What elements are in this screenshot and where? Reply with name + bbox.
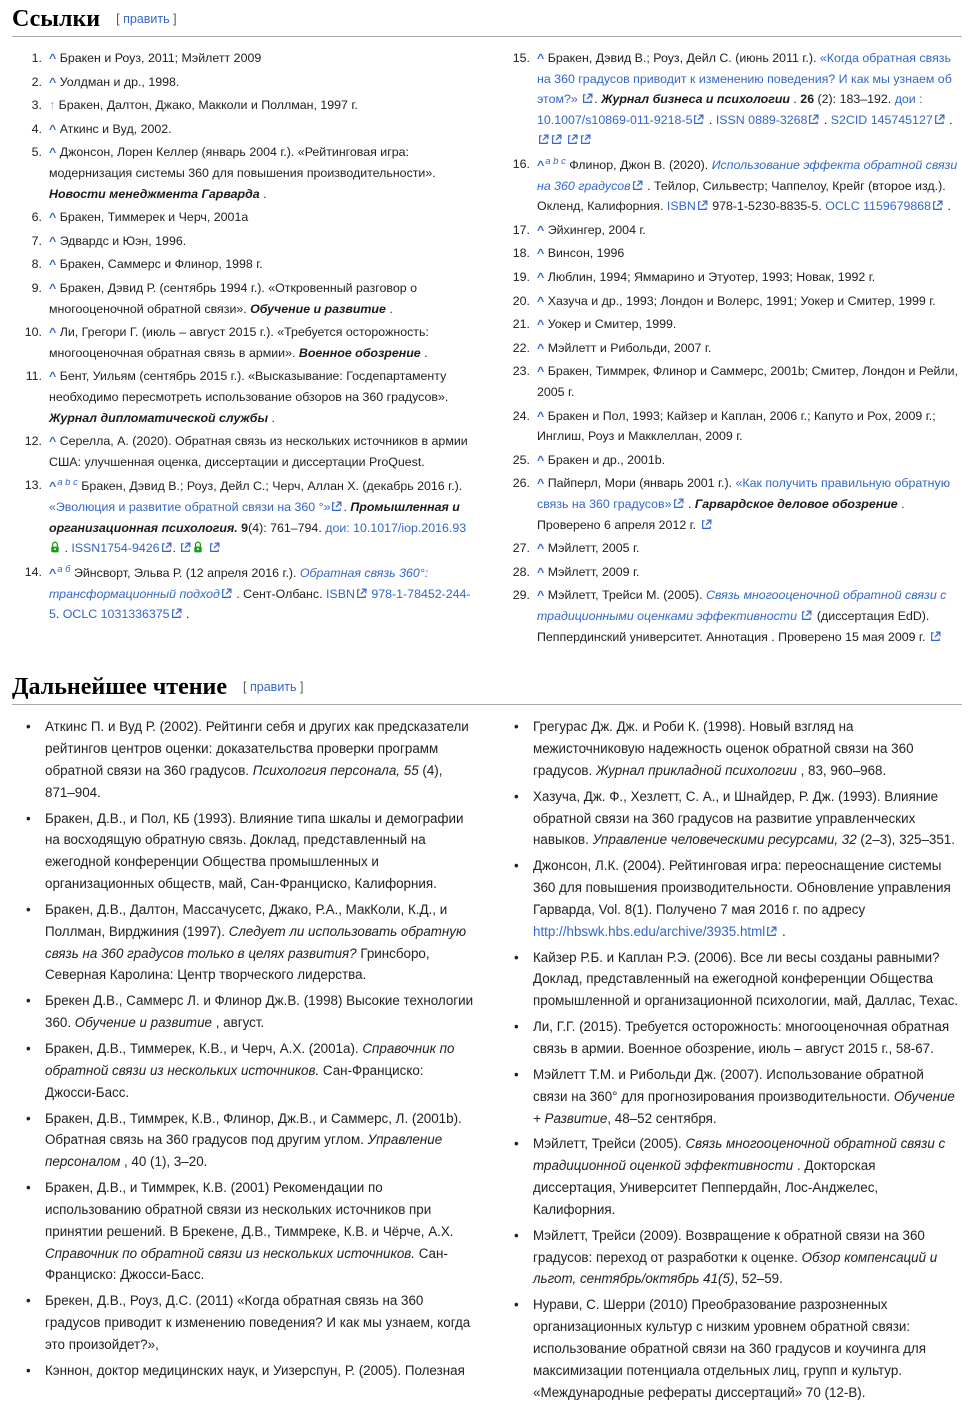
reference-link[interactable]: OCLC 1031336375	[62, 607, 170, 622]
citation-text: Кайзер Р.Б. и Каплан Р.Э. (2006). Все ли весы созданы равными? Доклад, представленный на ежегодной конференции Общества промышленной и организационной психологии, май, Даллас, Техас.	[533, 949, 959, 1009]
further-reading-section	[12, 674, 962, 1407]
bullet-marker: •	[514, 719, 519, 735]
reference-link-italic[interactable]: Связь многооценочной обратной связи с традиционными оценками эффективности	[537, 588, 947, 623]
citation-text: ^ Мэйлетт, 2005 г.	[537, 541, 640, 556]
reference-item	[500, 473, 962, 535]
external-link-icon[interactable]	[179, 542, 192, 553]
backlink-caret-link[interactable]: ^	[49, 565, 57, 580]
bullet-marker: •	[514, 1019, 519, 1035]
citation-text: ^ Бракен, Тиммерек и Черч, 2001a	[49, 210, 249, 225]
reference-number: 14.	[24, 564, 42, 579]
citation-text: Кэннон, доктор медицинских наук, и Уизерспун, Р. (2005). Полезная	[45, 1362, 465, 1378]
open-access-lock-icon[interactable]	[192, 541, 204, 554]
citation-text: Бракен, Д.В., и Тиммрек, К.В. (2001) Рекомендации по использованию обратной связи из нескольких источников при принятии решений. В Брекене, Д.В., Тиммреке, К.В. и Чёрче, А.Х. Справочник по обратной связи из нескольких источников. Сан-Франциско: Джосси-Басс.	[45, 1180, 454, 1283]
reference-number: 1.	[31, 51, 42, 65]
further-reading-item	[12, 899, 474, 986]
references-heading	[12, 6, 962, 37]
reference-item	[12, 366, 474, 428]
citation-text: Мэйлетт, Трейси (2009). Возвращение к обратной связи на 360 градусов: переход от разработки к оценке. Обзор компенсаций и льгот, сентябрь/октябрь 41(5), 52–59.	[533, 1227, 938, 1287]
reference-item	[12, 431, 474, 472]
citation-text: Хазуча, Дж. Ф., Хезлетт, С. А., и Шнайдер, Р. Дж. (1993). Влияние обратной связи на 360 градусов на развитие управленческих навыков. Управление человеческими ресурсами, 32 (2–3), 325–351.	[533, 788, 955, 848]
reference-item	[500, 538, 962, 559]
external-link-icon[interactable]	[933, 114, 946, 125]
reference-number: 23.	[512, 364, 530, 379]
reference-item	[500, 220, 962, 241]
citation-text: ^ Бракен и Роуз, 2011; Мэйлетт 2009	[49, 51, 262, 65]
backlink-caret-link[interactable]: ^	[537, 317, 545, 332]
reference-number: 29.	[512, 588, 530, 603]
further-reading-item	[12, 1108, 474, 1174]
reference-link[interactable]: http://hbswk.hbs.edu/archive/3935.html	[533, 923, 766, 939]
backlink-caret-link[interactable]: ^	[537, 564, 545, 579]
references-column-left	[12, 48, 474, 650]
reference-item	[12, 231, 474, 252]
reference-item	[12, 254, 474, 275]
external-link-icon[interactable]	[631, 180, 644, 191]
external-link-icon[interactable]	[929, 631, 942, 642]
reference-number: 13.	[24, 478, 42, 493]
external-link-icon[interactable]	[765, 926, 778, 937]
reference-number: 22.	[512, 340, 530, 355]
further-reading-item	[12, 1038, 474, 1104]
reference-number: 18.	[512, 246, 530, 261]
citation-text: ^$^{a b c}$ Флинор, Джон В. (2020). Использование эффекта обратной связи на 360 градусов . Тейлор, Сильвестр; Чаппелоу, Крейг (второе изд.). Окленд, Калифорния. ISBN 978-1-5230-8835-5. OCLC 1159679868 .	[537, 155, 958, 214]
citation-text: ^ Мэйлетт и Рибольди, 2007 г.	[537, 340, 712, 355]
backlink-caret-link[interactable]: ^	[49, 280, 57, 295]
reference-number: 17.	[512, 222, 530, 237]
citation-text: ^ Бракен, Саммерс и Флинор, 1998 г.	[49, 257, 263, 272]
references-section	[12, 6, 962, 650]
further-reading-column-left	[12, 716, 474, 1407]
citation-text: ^ Люблин, 1994; Яммарино и Этуотер, 1993; Новак, 1992 г.	[537, 270, 876, 285]
external-link-icon[interactable]	[330, 501, 343, 512]
further-reading-column-right	[500, 716, 962, 1407]
bullet-marker: •	[514, 1066, 519, 1082]
backlink-caret-link[interactable]: ^	[537, 293, 545, 308]
external-link-icon[interactable]	[807, 114, 820, 125]
reference-item	[500, 406, 962, 447]
reference-item	[500, 585, 962, 647]
bullet-marker: •	[514, 1297, 519, 1313]
backlink-caret-link[interactable]: ^	[49, 325, 57, 340]
external-link-icon[interactable]	[550, 134, 563, 145]
reference-number: 9.	[31, 280, 42, 295]
further-reading-item	[12, 1177, 474, 1286]
reference-number: 28.	[512, 564, 530, 579]
external-link-icon[interactable]	[537, 134, 550, 145]
citation-text: ^ Аткинс и Вуд, 2002.	[49, 121, 172, 136]
external-link-icon[interactable]	[672, 498, 685, 509]
further-reading-item	[12, 990, 474, 1034]
citation-text: ^ Бракен, Дэвид Р. (сентябрь 1994 г.). «Откровенный разговор о многооценочной обратной связи». Обучение и развитие .	[49, 280, 417, 316]
external-link-icon[interactable]	[355, 588, 368, 599]
reference-number: 27.	[512, 541, 530, 556]
further-reading-item	[500, 1016, 962, 1060]
citation-text: ^ Ли, Грегори Г. (июль – август 2015 г.). «Требуется осторожность: многооценочная обратная связь в армии». Военное обозрение .	[49, 325, 429, 360]
reference-link[interactable]: «Эволюция и развитие обратной связи на 360 °»	[49, 500, 331, 514]
reference-link[interactable]: «Как получить правильную обратную связь на 360 градусов»	[537, 476, 950, 511]
external-link-icon[interactable]	[220, 588, 233, 599]
backlink-caret-link[interactable]: ^	[537, 222, 545, 237]
citation-text: Мэйлетт, Трейси (2005). Связь многооценочной обратной связи с традиционной оценкой эффективности . Докторская диссертация, Университет Пеппердайн, Лос-Анджелес, Калифорния.	[533, 1136, 946, 1217]
citation-text: ^ Бракен и др., 2001b.	[537, 452, 666, 467]
reference-item	[12, 322, 474, 363]
further-reading-item	[500, 1064, 962, 1130]
reference-number: 12.	[24, 434, 42, 449]
references-list	[12, 48, 962, 650]
further-reading-item	[500, 786, 962, 852]
backlink-caret-link[interactable]: ^	[49, 257, 57, 272]
backlink-caret-link[interactable]: ^	[49, 51, 57, 65]
citation-text: ^ Эдвардс и Юэн, 1996.	[49, 233, 187, 248]
citation-text: ^ Бракен, Тиммрек, Флинор и Саммерс, 2001b; Смитер, Лондон и Рейли, 2005 г.	[537, 364, 959, 400]
backlink-caret-link[interactable]: ^	[49, 479, 57, 494]
citation-text: ^ Хазуча и др., 1993; Лондон и Волерс, 1991; Уокер и Смитер, 1999 г.	[537, 293, 936, 308]
backlink-caret-link[interactable]: ^	[49, 369, 57, 384]
backlink-caret-link[interactable]: ^	[49, 434, 57, 449]
backlink-caret-link[interactable]: ^	[537, 408, 545, 423]
further-reading-list	[12, 716, 962, 1407]
reference-number: 21.	[512, 317, 530, 332]
citation-text: ^ Пайперл, Мори (январь 2001 г.). «Как получить правильную обратную связь на 360 градусов» . Гарвардское деловое обозрение . Проверено 6 апреля 2012 г.	[537, 476, 950, 532]
reference-number: 24.	[512, 408, 530, 423]
reference-item	[500, 314, 962, 335]
reference-item	[12, 48, 474, 69]
external-link-icon[interactable]	[931, 200, 944, 211]
citation-text: Бракен, Д.В., Далтон, Массачусетс, Джако, Р.А., МакКоли, К.Д., и Поллман, Вирджиния (1997). Следует ли использовать обратную связь на 360 градусов только в целях развития? Гринсборо, Северная Каролина: Центр творческого лидерства.	[45, 901, 467, 983]
bullet-marker: •	[26, 1362, 31, 1378]
citation-text: ^ Эйхингер, 2004 г.	[537, 222, 646, 237]
citation-text: ^ Уолдман и др., 1998.	[49, 74, 180, 89]
further-reading-item	[12, 716, 474, 803]
reference-link[interactable]: ISBN	[325, 586, 355, 601]
backlink-caret-link[interactable]: ^	[537, 340, 545, 355]
edit-link[interactable]: править	[250, 680, 297, 695]
backlink-caret-link[interactable]: ^	[537, 51, 545, 65]
citation-text: ^ Бракен и Пол, 1993; Кайзер и Каплан, 2006 г.; Капуто и Рох, 2009 г.; Инглиш, Роуз и Макклеллан, 2009 г.	[537, 408, 936, 444]
reference-link-italic[interactable]: Использование эффекта обратной связи на 360 градусов	[537, 158, 958, 193]
backlink-caret-link[interactable]: ^	[537, 364, 545, 379]
backlink-caret-link[interactable]: ^	[49, 121, 57, 136]
reference-link[interactable]: ISSN1754-9426	[71, 541, 160, 556]
bullet-marker: •	[26, 993, 31, 1009]
bullet-marker: •	[514, 1136, 519, 1152]
reference-item	[12, 562, 474, 625]
further-reading-item	[500, 1133, 962, 1220]
reference-item	[12, 207, 474, 228]
bullet-marker: •	[26, 1180, 31, 1196]
edit-section: [ править ]	[116, 12, 177, 26]
external-link-icon[interactable]	[800, 610, 813, 621]
further-reading-heading	[12, 674, 962, 705]
citation-text: ^ Серелла, А. (2020). Обратная связь из нескольких источников в армии США: улучшенная оценка, диссертации и диссертации ProQuest.	[49, 434, 468, 469]
citation-text: Грегурас Дж. Дж. и Роби К. (1998). Новый взгляд на межисточниковую надежность оценок обратной связи на 360 градусов. Журнал прикладной психологии , 83, 960–968.	[533, 719, 914, 778]
reference-number: 5.	[31, 145, 42, 160]
reference-link[interactable]: ISSN 0889-3268	[715, 112, 808, 127]
reference-number: 19.	[512, 270, 530, 285]
external-link-icon[interactable]	[696, 200, 709, 211]
citation-text: Мэйлетт Т.М. и Рибольди Дж. (2007). Использование обратной связи на 360° для прогнозирования производительности. Обучение + Развитие, 48–52 сентября.	[533, 1066, 955, 1126]
external-link-icon[interactable]	[160, 542, 173, 553]
external-link-icon[interactable]	[566, 134, 579, 145]
reference-link[interactable]: S2CID 145745127	[830, 112, 933, 127]
backlink-letter-links[interactable]: a b c	[57, 477, 78, 489]
backlink-letter-links[interactable]: a b c	[545, 155, 566, 167]
reference-number: 3.	[31, 98, 42, 113]
backlink-letter-links[interactable]: а б	[57, 563, 71, 575]
backlink-caret-link[interactable]: ^	[537, 541, 545, 556]
reference-item	[12, 95, 474, 116]
external-link-icon[interactable]	[170, 608, 183, 619]
reference-link[interactable]: дои : 10.1007/s10869-011-9218-5	[537, 92, 923, 127]
reference-number: 4.	[31, 121, 42, 136]
citation-text: ^ Мэйлетт, 2009 г.	[537, 564, 640, 579]
reference-item	[500, 48, 962, 151]
citation-text: Брекен Д.В., Саммерс Л. и Флинор Дж.В. (1998) Высокие технологии 360. Обучение и развитие , август.	[45, 993, 474, 1031]
references-column-right	[500, 48, 962, 650]
citation-text: ^ Винсон, 1996	[537, 246, 625, 261]
reference-link[interactable]: «Когда обратная связь на 360 градусов приводит к изменению поведения? И как мы узнаем об этом?»	[537, 51, 952, 107]
further-reading-item	[500, 1225, 962, 1291]
backlink-caret-link[interactable]: ^	[49, 210, 57, 225]
reference-number: 25.	[512, 452, 530, 467]
citation-text: ^ Бент, Уильям (сентябрь 2015 г.). «Высказывание: Госдепартаменту необходимо пересмотреть использование обзоров на 360 градусов». Журнал дипломатической службы .	[49, 369, 449, 425]
bullet-marker: •	[26, 1040, 31, 1056]
external-link-icon[interactable]	[208, 542, 221, 553]
backlink-caret-link[interactable]: ^	[49, 145, 57, 160]
external-link-icon[interactable]	[581, 93, 594, 104]
external-link-icon[interactable]	[692, 114, 705, 125]
reference-item	[500, 562, 962, 583]
backlink-caret-link[interactable]: ^	[49, 74, 57, 89]
bullet-marker: •	[26, 810, 31, 826]
bullet-marker: •	[26, 1110, 31, 1126]
backlink-caret-link[interactable]: ^	[537, 476, 545, 491]
citation-text: Бракен, Д.В., Тиммерек, К.В., и Черч, А.Х. (2001a). Справочник по обратной связи из нескольких источников. Сан-Франциско: Джосси-Басс.	[45, 1040, 455, 1100]
further-reading-item	[500, 855, 962, 942]
reference-item	[500, 267, 962, 288]
citation-text: ^ Бракен, Дэвид В.; Роуз, Дейл С. (июнь 2011 г.). «Когда обратная связь на 360 градусов приводит к изменению поведения? И как мы узнаем об этом?» . Журнал бизнеса и психологии . 26 (2): 183–192. дои : 10.1007/s10869-011-9218-5 . ISSN 0889-3268 . S2CID 145745127 .	[537, 48, 962, 151]
edit-section: [ править ]	[243, 680, 304, 695]
reference-link[interactable]: 978-1-78452-244-5	[49, 586, 471, 622]
reference-item	[500, 361, 962, 402]
reference-number: 20.	[512, 293, 530, 308]
backlink-caret-link[interactable]: ^	[537, 588, 545, 603]
reference-number: 15.	[512, 51, 530, 65]
reference-number: 2.	[31, 74, 42, 89]
external-link-icon[interactable]	[579, 134, 592, 145]
citation-text: ^ Мэйлетт, Трейси М. (2005). Связь многооценочной обратной связи с традиционными оценками эффективности (диссертация EdD). Пеппердинский университет. Аннотация . Проверено 15 мая 2009 г.	[537, 588, 947, 644]
citation-text: ^$^{a b c}$ Бракен, Дэвид В.; Роуз, Дейл С.; Черч, Аллан Х. (декабрь 2016 г.). «Эволюция и развитие обратной связи на 360 °» . Промышленная и организационная психология. 9(4): 761–794. дои: 10.1017/iop.2016.93 . ISSN1754-9426 .	[49, 477, 467, 556]
further-reading-item	[12, 1290, 474, 1356]
reference-item	[12, 72, 474, 93]
reference-item	[12, 475, 474, 559]
open-access-lock-icon[interactable]	[49, 541, 61, 554]
citation-text: Джонсон, Л.К. (2004). Рейтинговая игра: переоснащение системы 360 для повышения производительности. Обновление управления Гарварда, Vol. 8(1). Получено 7 мая 2016 г. по адресу http://hbswk.hbs.edu/archive/3935.html .	[533, 858, 951, 939]
edit-link[interactable]: править	[123, 12, 170, 26]
citation-text: Ли, Г.Г. (2015). Требуется осторожность: многооценочная обратная связь в армии. Военное обозрение, июль – август 2015 г., 58-67.	[533, 1019, 950, 1056]
section-title: Дальнейшее чтение	[12, 674, 228, 701]
backlink-caret-link[interactable]: ^	[49, 233, 57, 248]
further-reading-item	[500, 1294, 962, 1403]
reference-link-italic[interactable]: Обратная связь 360°: трансформационный подход	[49, 565, 429, 601]
external-link-icon[interactable]	[700, 519, 713, 530]
reference-number: 11.	[25, 369, 42, 384]
bullet-marker: •	[514, 858, 519, 874]
further-reading-item	[500, 716, 962, 782]
citation-text: ^$^{а б}$ Эйнсворт, Эльва Р. (12 апреля 2016 г.). Обратная связь 360°: трансформационный подход . Сент-Олбанс. ISBN 978-1-78452-244-5. OCLC 1031336375 .	[49, 563, 471, 622]
citation-text: Бракен, Д.В., Тиммрек, К.В., Флинор, Дж.В., и Саммерс, Л. (2001b). Обратная связь на 360 градусов под другим углом. Управление персоналом , 40 (1), 3–20.	[45, 1110, 462, 1170]
backlink-arrow-link[interactable]: ↑	[49, 98, 56, 113]
citation-text: ↑ Бракен, Далтон, Джако, Макколи и Поллман, 1997 г.	[49, 98, 358, 113]
reference-item	[500, 154, 962, 217]
reference-number: 26.	[512, 476, 530, 491]
bullet-marker: •	[26, 719, 31, 735]
reference-item	[500, 291, 962, 312]
bullet-marker: •	[514, 788, 519, 804]
reference-number: 16.	[512, 156, 530, 171]
section-title: Ссылки	[12, 6, 101, 32]
reference-item	[12, 278, 474, 319]
reference-number: 7.	[31, 233, 42, 248]
reference-number: 8.	[31, 257, 42, 272]
citation-text: Брекен, Д.В., Роуз, Д.С. (2011) «Когда обратная связь на 360 градусов приводит к изменению поведения? И как мы узнаем, когда это произойдет?»,	[45, 1293, 471, 1352]
reference-item	[500, 338, 962, 359]
reference-item	[12, 119, 474, 140]
further-reading-item	[500, 947, 962, 1013]
bullet-marker: •	[26, 1293, 31, 1309]
backlink-caret-link[interactable]: ^	[537, 158, 545, 173]
backlink-caret-link[interactable]: ^	[537, 452, 545, 467]
reference-number: 6.	[31, 210, 42, 225]
reference-item	[500, 450, 962, 471]
further-reading-item	[12, 808, 474, 895]
reference-link[interactable]: OCLC 1159679868	[825, 199, 932, 214]
citation-text: Бракен, Д.В., и Пол, КБ (1993). Влияние типа шкалы и демографии на восходящую обратную связь. Доклад, представленный на ежегодной конференции Общества промышленных и организационных обществ, май, Сан-Франциско, Калифорния.	[45, 810, 464, 892]
backlink-caret-link[interactable]: ^	[537, 246, 545, 261]
citation-text: Аткинс П. и Вуд Р. (2002). Рейтинги себя и других как предсказатели рейтингов центров оценки: доказательства проверки программ обратной связи на 360 градусов. Психология персонала, 55 (4), 871–904.	[45, 719, 469, 800]
citation-text: ^ Джонсон, Лорен Келлер (январь 2004 г.). «Рейтинговая игра: модернизация системы 360 для повышения производительности». Новости менеджмента Гарварда .	[49, 145, 436, 201]
citation-text: ^ Уокер и Смитер, 1999.	[537, 317, 677, 332]
citation-text: Нурави, С. Шерри (2010) Преобразование разрозненных организационных культур с низким уровнем обратной связи: использование обратной связи на 360 градусов и коучинга для максимизации потенциала отдельных лиц, групп и культур. «Международные рефераты диссертаций» 70 (12-B).	[533, 1297, 926, 1400]
reference-link[interactable]: ISBN	[666, 199, 696, 214]
reference-number: 10.	[24, 325, 42, 340]
bullet-marker: •	[514, 1227, 519, 1243]
bullet-marker: •	[514, 949, 519, 965]
reference-item	[500, 243, 962, 264]
reference-link[interactable]: дои: 10.1017/iop.2016.93	[325, 520, 467, 535]
bullet-marker: •	[26, 901, 31, 917]
backlink-caret-link[interactable]: ^	[537, 270, 545, 285]
further-reading-item	[12, 1360, 474, 1382]
reference-item	[12, 142, 474, 204]
